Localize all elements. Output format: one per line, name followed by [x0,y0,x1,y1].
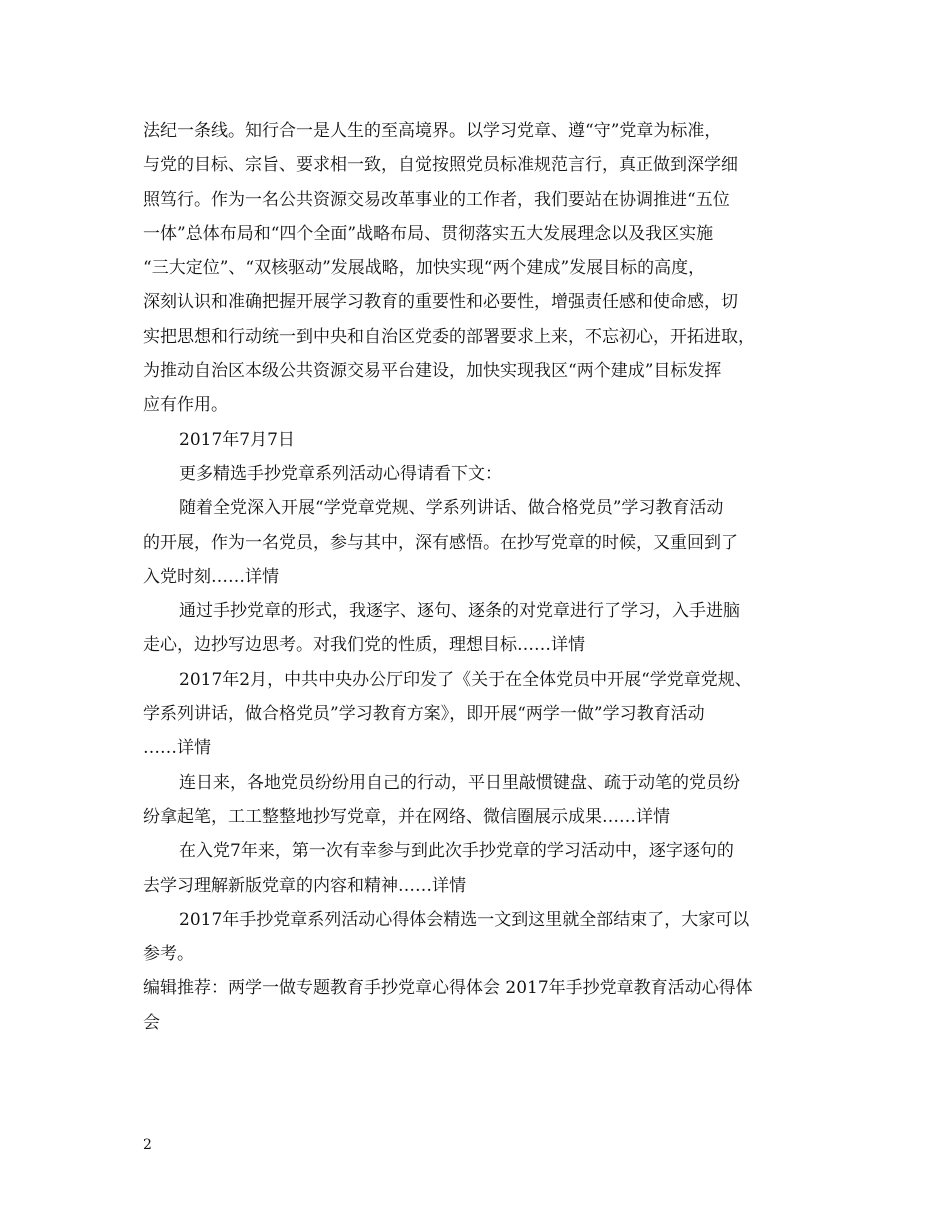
text-line: 学系列讲话，做合格党员”学习教育方案》，即开展“两学一做”学习教育活动 [143,704,705,725]
text-line: 与党的目标、宗旨、要求相一致，自觉按照党员标准规范言行，真正做到深学细 [143,155,738,176]
text-line: ……详情 [143,738,211,759]
page-number: 2 [143,1137,152,1153]
editor-recommendation: 编辑推荐：两学一做专题教育手抄党章心得体会 2017年手抄党章教育活动心得体 [143,978,753,999]
text-line: 深刻认识和准确把握开展学习教育的重要性和必要性，增强责任感和使命感，切 [143,292,738,313]
text-line: 在入党7年来，第一次有幸参与到此次手抄党章的学习活动中，逐字逐句的 [179,841,734,862]
text-line: 2017年手抄党章系列活动心得体会精选一文到这里就全部结束了，大家可以 [179,909,750,930]
text-line: 为推动自治区本级公共资源交易平台建设，加快实现我区“两个建成”目标发挥 [143,361,722,382]
text-line: 去学习理解新版党章的内容和精神……详情 [143,875,466,896]
body-text [143,114,815,1040]
text-line: 走心，边抄写边思考。对我们党的性质，理想目标……详情 [143,635,585,656]
text-line: 应有作用。 [143,395,228,416]
text-line: 实把思想和行动统一到中央和自治区党委的部署要求上来，不忘初心，开拓进取， [143,326,755,347]
text-line: 会 [143,1012,160,1033]
text-line: 2017年2月，中共中央办公厅印发了《关于在全体党员中开展“学党章党规、 [179,669,752,690]
text-line: 法纪一条线。知行合一是人生的至高境界。以学习党章、遵“守”党章为标准， [143,121,722,141]
text-line: 的开展，作为一名党员，参与其中，深有感悟。在抄写党章的时候，又重回到了 [143,532,738,553]
date-line: 2017年7月7日 [179,429,295,450]
text-line: “三大定位”、“双核驱动”发展战略，加快实现“两个建成”发展目标的高度， [143,258,706,279]
text-line: 更多精选手抄党章系列活动心得请看下文： [179,463,502,484]
text-line: 随着全党深入开展“学党章党规、学系列讲话、做合格党员”学习教育活动 [179,498,724,519]
text-line: 连日来，各地党员纷纷用自己的行动，平日里敲惯键盘、疏于动笔的党员纷 [179,772,740,793]
text-line: 纷拿起笔，工工整整地抄写党章，并在网络、微信圈展示成果……详情 [143,806,670,827]
text-line: 一体”总体布局和“四个全面”战略布局、贯彻落实五大发展理念以及我区实施 [143,223,714,244]
text-line: 参考。 [143,944,194,965]
text-line: 照笃行。作为一名公共资源交易改革事业的工作者，我们要站在协调推进“五位 [143,189,730,210]
text-line: 通过手抄党章的形式，我逐字、逐句、逐条的对党章进行了学习，入手进脑 [179,601,740,622]
text-line: 入党时刻……详情 [143,566,279,587]
